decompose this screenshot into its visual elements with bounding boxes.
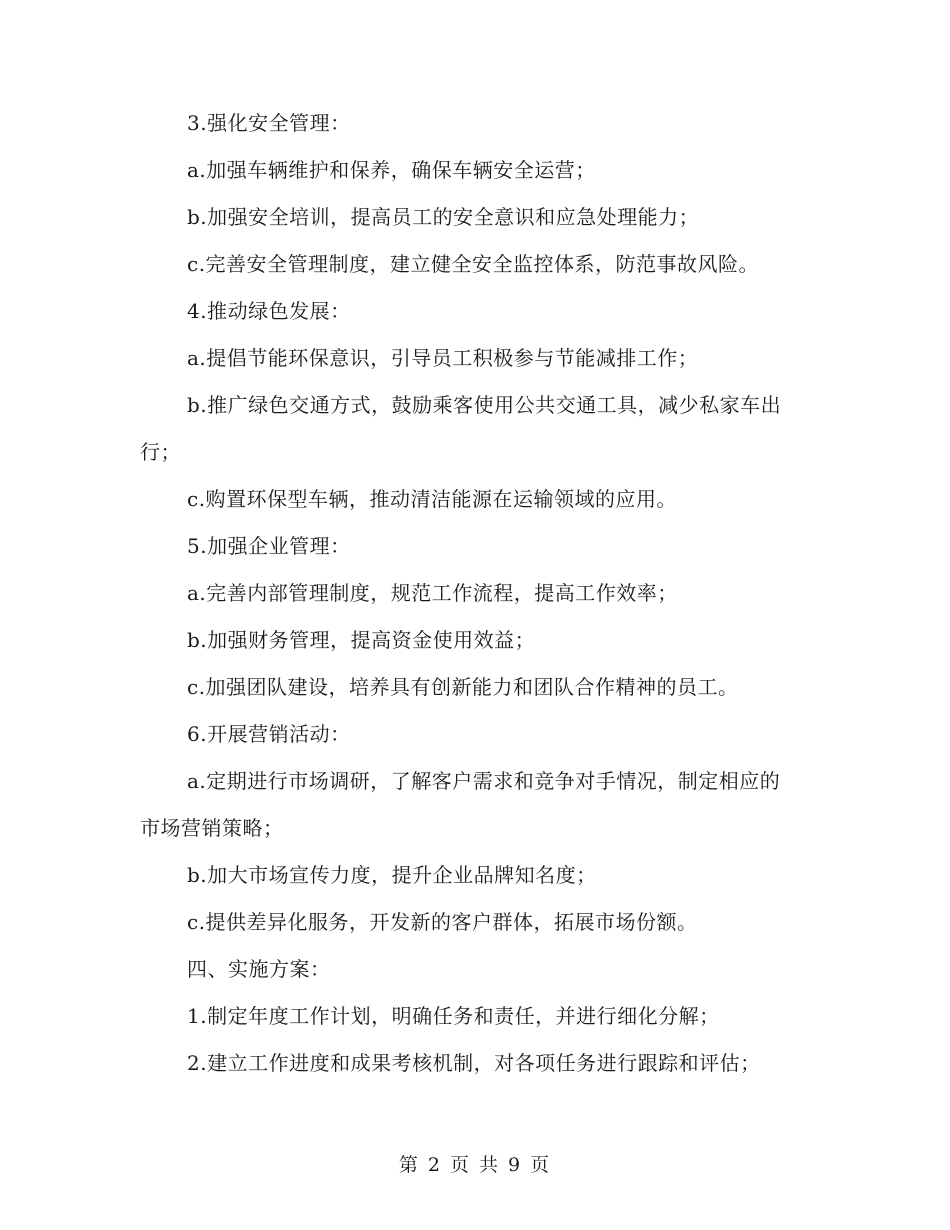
paragraph: 6.开展营销活动： [187, 722, 351, 746]
paragraph: 3.强化安全管理： [187, 111, 351, 135]
page-number-footer: 第 2 页 共 9 页 [398, 1154, 552, 1176]
paragraph: a.加强车辆维护和保养，确保车辆安全运营； [187, 158, 596, 182]
paragraph: b.加强安全培训，提高员工的安全意识和应急处理能力； [187, 205, 700, 229]
paragraph: 2.建立工作进度和成果考核机制，对各项任务进行跟踪和评估； [187, 1051, 761, 1075]
paragraph: a.定期进行市场调研，了解客户需求和竞争对手情况，制定相应的市场营销策略； [140, 769, 781, 840]
paragraph: c.购置环保型车辆，推动清洁能源在运输领域的应用。 [187, 487, 678, 511]
paragraph: c.完善安全管理制度，建立健全安全监控体系，防范事故风险。 [187, 252, 760, 276]
paragraph: a.提倡节能环保意识，引导员工积极参与节能减排工作； [187, 346, 699, 370]
document-body [140, 100, 800, 1087]
paragraph: c.提供差异化服务，开发新的客户群体，拓展市场份额。 [187, 910, 698, 934]
paragraph: b.加强财务管理，提高资金使用效益； [187, 628, 536, 652]
paragraph: c.加强团队建设，培养具有创新能力和团队合作精神的员工。 [187, 675, 739, 699]
paragraph: 四、实施方案： [187, 957, 331, 981]
paragraph: b.加大市场宣传力度，提升企业品牌知名度； [187, 863, 597, 887]
paragraph: 1.制定年度工作计划，明确任务和责任，并进行细化分解； [187, 1004, 720, 1028]
paragraph: a.完善内部管理制度，规范工作流程，提高工作效率； [187, 581, 678, 605]
paragraph: 5.加强企业管理： [187, 534, 351, 558]
paragraph: b.推广绿色交通方式，鼓励乘客使用公共交通工具，减少私家车出行； [140, 393, 782, 464]
paragraph: 4.推动绿色发展： [187, 299, 351, 323]
